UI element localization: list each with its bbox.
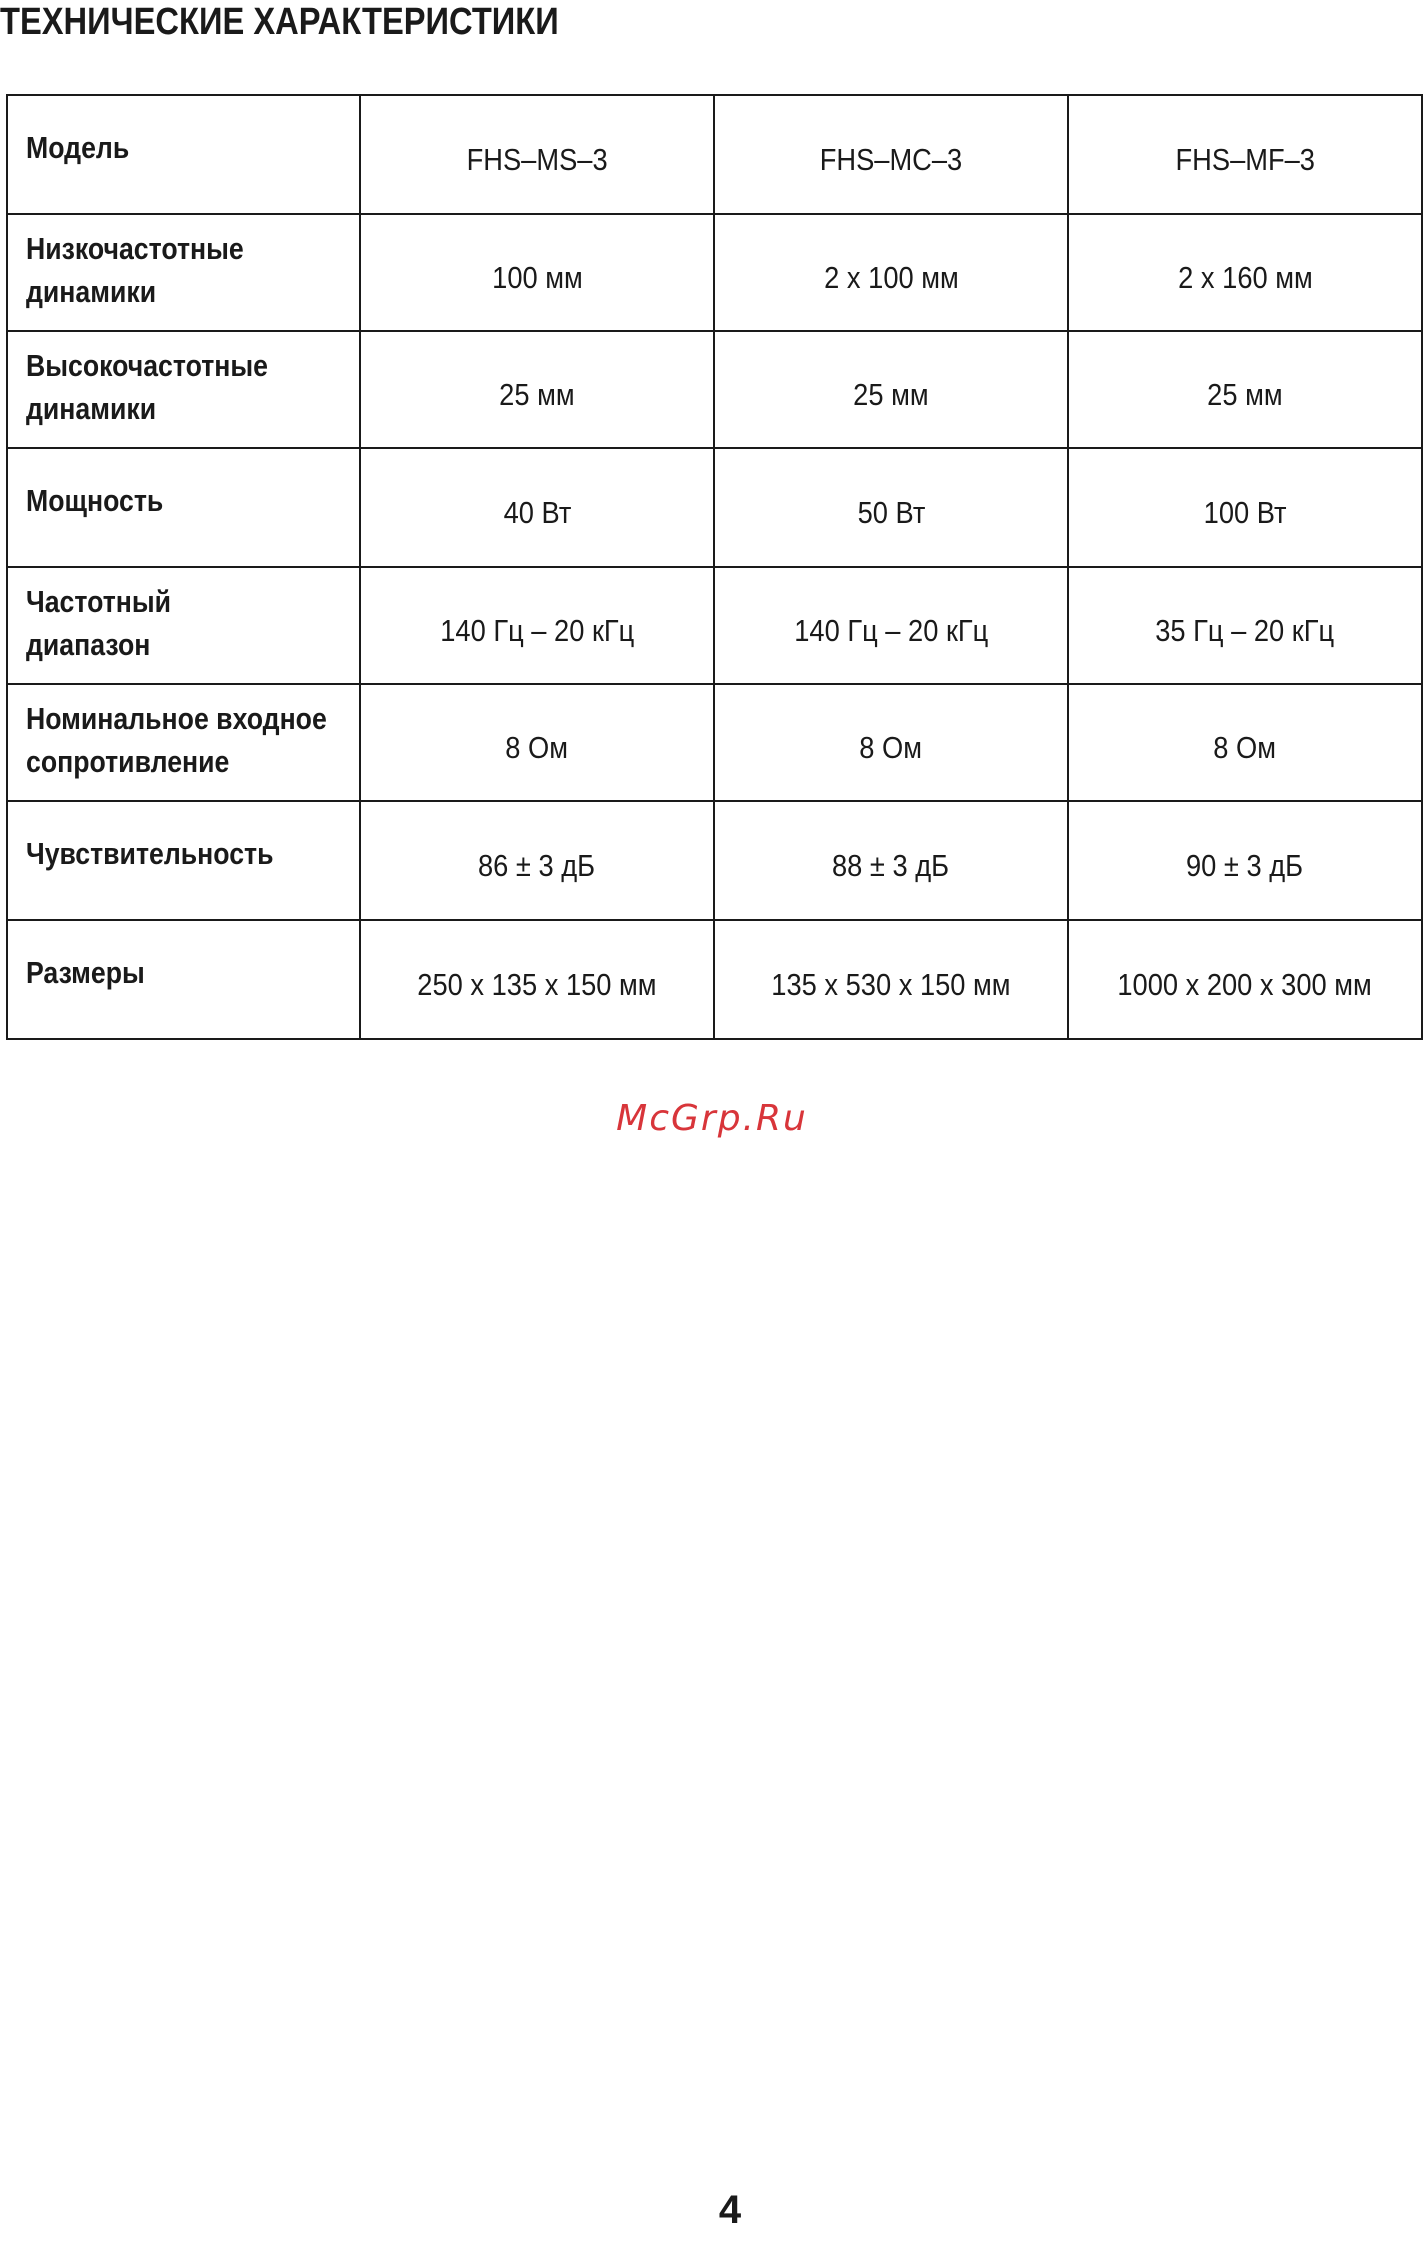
cell-value: 140 Гц – 20 кГц — [793, 612, 989, 648]
value-cell — [1068, 214, 1422, 331]
watermark-text: McGrp.Ru — [616, 1098, 808, 1139]
row-label-cell — [7, 448, 360, 567]
value-cell — [1068, 684, 1422, 801]
row-label: Высокочастотные динамики — [26, 348, 268, 426]
row-label-cell — [7, 331, 360, 448]
row-label: Размеры — [26, 955, 145, 990]
cell-value: 25 мм — [499, 376, 575, 412]
value-cell — [1068, 95, 1422, 214]
table-row-woofers — [7, 214, 1422, 331]
cell-value: 250 x 135 x 150 мм — [417, 966, 657, 1002]
page-number: 4 — [718, 2188, 742, 2232]
table-row-tweeters — [7, 331, 1422, 448]
value-cell — [714, 684, 1068, 801]
table-row-model — [7, 95, 1422, 214]
value-cell — [714, 214, 1068, 331]
cell-value: 100 Вт — [1203, 494, 1287, 530]
value-cell — [1068, 920, 1422, 1039]
row-label: Чувствительность — [26, 836, 274, 871]
value-cell — [714, 567, 1068, 684]
value-cell — [360, 95, 714, 214]
value-cell — [1068, 801, 1422, 920]
value-cell — [714, 448, 1068, 567]
value-cell — [360, 920, 714, 1039]
table-row-power — [7, 448, 1422, 567]
page-title: ТЕХНИЧЕСКИЕ ХАРАКТЕРИСТИКИ — [0, 1, 559, 43]
cell-value: 86 ± 3 дБ — [478, 847, 596, 883]
value-cell — [714, 331, 1068, 448]
cell-value: FHS–MC–3 — [819, 141, 963, 177]
row-label: Мощность — [26, 483, 164, 518]
row-label: Номинальное входное сопротивление — [26, 701, 327, 779]
row-label-cell — [7, 567, 360, 684]
cell-value: 40 Вт — [503, 494, 571, 530]
row-label: Модель — [26, 130, 130, 165]
cell-value: 8 Ом — [1213, 729, 1277, 765]
value-cell — [360, 448, 714, 567]
value-cell — [360, 331, 714, 448]
value-cell — [360, 801, 714, 920]
cell-value: 50 Вт — [857, 494, 925, 530]
cell-value: 8 Ом — [505, 729, 569, 765]
value-cell — [360, 567, 714, 684]
value-cell — [1068, 448, 1422, 567]
row-label-cell — [7, 684, 360, 801]
cell-value: 25 мм — [1207, 376, 1283, 412]
cell-value: 1000 x 200 x 300 мм — [1117, 966, 1373, 1002]
row-label: Частотный диапазон — [26, 584, 172, 662]
value-cell — [714, 920, 1068, 1039]
cell-value: 135 x 530 x 150 мм — [771, 966, 1011, 1002]
row-label: Низкочастотные динамики — [26, 231, 244, 309]
cell-value: 8 Ом — [859, 729, 923, 765]
table-row-dimensions — [7, 920, 1422, 1039]
table-row-sensitivity — [7, 801, 1422, 920]
table-row-frequency-range — [7, 567, 1422, 684]
cell-value: 35 Гц – 20 кГц — [1155, 612, 1335, 648]
value-cell — [1068, 567, 1422, 684]
value-cell — [360, 214, 714, 331]
table-row-impedance — [7, 684, 1422, 801]
row-label-cell — [7, 920, 360, 1039]
row-label-cell — [7, 801, 360, 920]
value-cell — [714, 801, 1068, 920]
row-label-cell — [7, 214, 360, 331]
value-cell — [714, 95, 1068, 214]
cell-value: 2 x 160 мм — [1177, 259, 1313, 295]
cell-value: 140 Гц – 20 кГц — [439, 612, 635, 648]
cell-value: 2 x 100 мм — [823, 259, 959, 295]
value-cell — [360, 684, 714, 801]
value-cell — [1068, 331, 1422, 448]
cell-value: 100 мм — [491, 259, 583, 295]
row-label-cell — [7, 95, 360, 214]
cell-value: 90 ± 3 дБ — [1186, 847, 1304, 883]
cell-value: FHS–MF–3 — [1175, 141, 1315, 177]
cell-value: 25 мм — [853, 376, 929, 412]
cell-value: FHS–MS–3 — [466, 141, 608, 177]
specifications-table — [6, 94, 1423, 1040]
cell-value: 88 ± 3 дБ — [832, 847, 950, 883]
